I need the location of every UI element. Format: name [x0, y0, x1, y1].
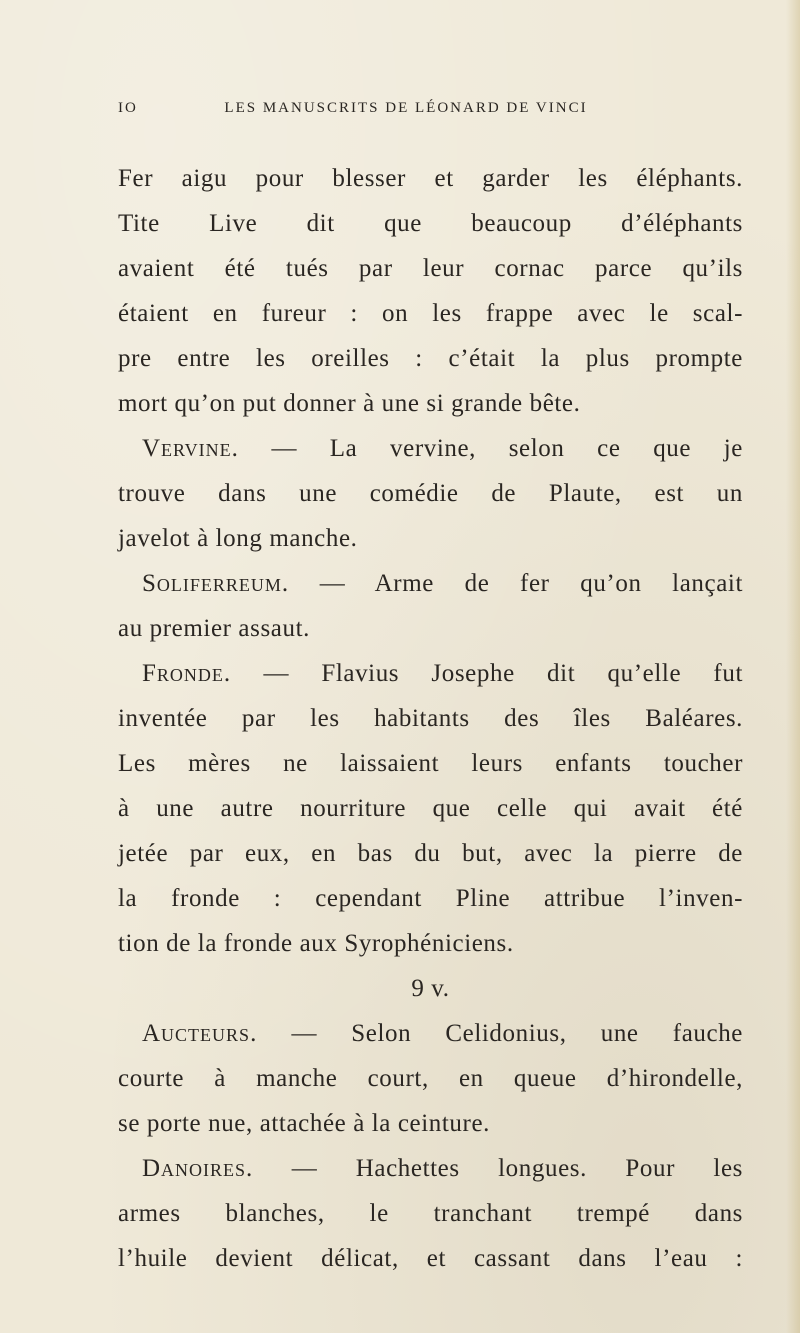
- text-line: avaient été tués par leur cornac parce qu’ils: [118, 255, 743, 282]
- entry-text: — Arme de fer qu’on lançait: [289, 570, 743, 597]
- entry-term-fronde: Fronde.: [142, 660, 232, 687]
- entry-line-vervine: [118, 426, 743, 471]
- text-line: jetée par eux, en bas du but, avec la pierre de: [118, 840, 743, 867]
- text-line: Les mères ne laissaient leurs enfants toucher: [118, 750, 743, 777]
- entry-line-aucteurs: [118, 1011, 743, 1056]
- entry-text: — Selon Celidonius, une fauche: [257, 1020, 743, 1047]
- text-line: à une autre nourriture que celle qui avait été: [118, 795, 743, 822]
- entry-line-soliferreum: [118, 561, 743, 606]
- text-line: la fronde : cependant Pline attribue l’inven-: [118, 885, 743, 912]
- text-line: javelot à long manche.: [118, 525, 358, 552]
- page-edge-shadow: [786, 0, 800, 1333]
- body-text: [118, 156, 743, 1281]
- entry-text: — Flavius Josephe dit qu’elle fut: [231, 660, 743, 687]
- text-line: inventée par les habitants des îles Baléares.: [118, 705, 743, 732]
- running-header: [118, 100, 658, 124]
- entry-text: — La vervine, selon ce que je: [238, 435, 743, 462]
- entry-line-fronde: [118, 651, 743, 696]
- text-line: se porte nue, attachée à la ceinture.: [118, 1110, 491, 1137]
- text-line: tion de la fronde aux Syrophéniciens.: [118, 930, 514, 957]
- folio-marker: 9 v.: [411, 975, 450, 1002]
- text-line: l’huile devient délicat, et cassant dans l’eau :: [118, 1245, 743, 1272]
- text-line: courte à manche court, en queue d’hirondelle,: [118, 1065, 743, 1092]
- text-line: Fer aigu pour blesser et garder les éléphants.: [118, 165, 743, 192]
- running-title: LES MANUSCRITS DE LÉONARD DE VINCI: [224, 100, 588, 116]
- entry-text: — Hachettes longues. Pour les: [253, 1155, 743, 1182]
- page-number: IO: [118, 100, 138, 116]
- entry-term-vervine: Vervine.: [142, 435, 239, 462]
- text-line: armes blanches, le tranchant trempé dans: [118, 1200, 743, 1227]
- entry-term-soliferreum: Soliferreum.: [142, 570, 290, 597]
- text-line: au premier assaut.: [118, 615, 310, 642]
- entry-term-aucteurs: Aucteurs.: [142, 1020, 258, 1047]
- text-line: trouve dans une comédie de Plaute, est un: [118, 480, 743, 507]
- text-line: étaient en fureur : on les frappe avec le scal-: [118, 300, 743, 327]
- entry-line-danoires: [118, 1146, 743, 1191]
- text-line: mort qu’on put donner à une si grande bête.: [118, 390, 581, 417]
- entry-term-danoires: Danoires.: [142, 1155, 254, 1182]
- text-line: Tite Live dit que beaucoup d’éléphants: [118, 210, 743, 237]
- text-line: pre entre les oreilles : c’était la plus prompte: [118, 345, 743, 372]
